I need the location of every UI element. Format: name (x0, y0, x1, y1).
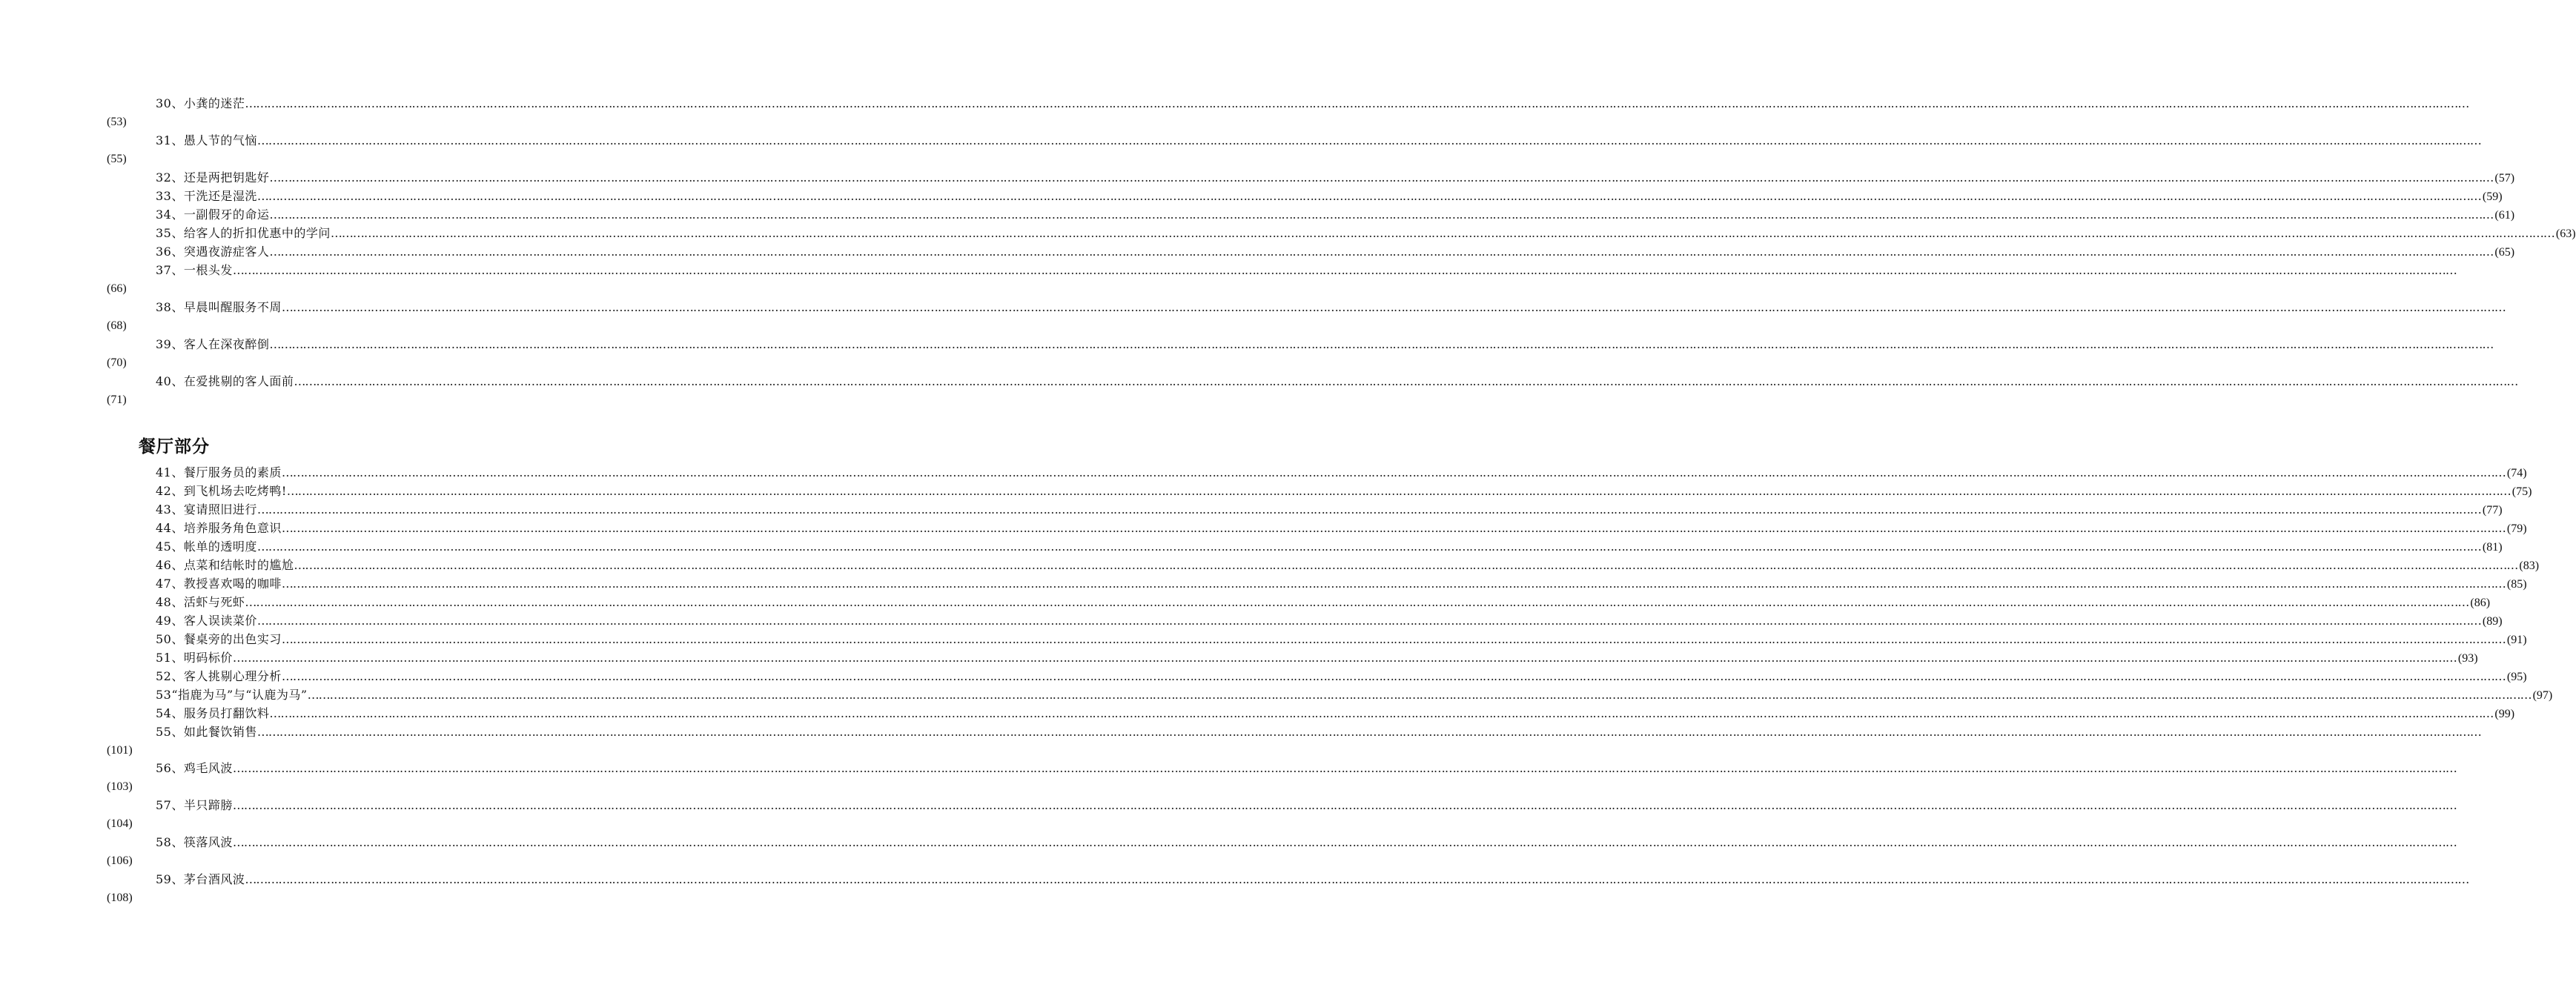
entry-title: 42、到飞机场去吃烤鸭! (156, 484, 287, 498)
toc-entry-line (156, 668, 2527, 685)
dot-leader: …………………………………………………………………………………………………………………………………………………………………………………………………………………………………………………………………………………………………………………………………………………………………………………………………………………………………………………………………………………………………………………………………………………… (256, 614, 2481, 628)
page-number: (70) (107, 356, 127, 369)
page-number-line (107, 150, 127, 168)
toc-entry-line (156, 95, 2469, 113)
dot-leader: …………………………………………………………………………………………………………………………………………………………………………………………………………………………………………………………………………………………………………………………………………………………………………………………………………………………………………………………………………………………………………………………………………………… (281, 465, 2506, 479)
toc-entry-line (156, 575, 2527, 593)
toc-entry-line (156, 299, 2506, 316)
dot-leader: …………………………………………………………………………………………………………………………………………………………………………………………………………………………………………………………………………………………………………………………………………………………………………………………………………………………………………………………………………………………………………………………………………………… (307, 688, 2532, 702)
dot-leader: …………………………………………………………………………………………………………………………………………………………………………………………………………………………………………………………………………………………………………………………………………………………………………………………………………………………………………………………………………………………………………………………………………………… (281, 521, 2506, 535)
page-number-line (107, 113, 127, 131)
dot-leader: …………………………………………………………………………………………………………………………………………………………………………………………………………………………………………………………………………………………………………………………………………………………………………………………………………………………………………………………………………………………………………………………………………………… (269, 706, 2494, 720)
page-number: (106) (107, 854, 133, 867)
dot-leader: …………………………………………………………………………………………………………………………………………………………………………………………………………………………………………………………………………………………………………………………………………………………………………………………………………………………………………………………………………………………………………………………………………………… (232, 761, 2457, 775)
entry-title: 34、一副假牙的命运 (156, 208, 270, 222)
entry-title: 37、一根头发 (156, 263, 233, 277)
page-number-line (107, 889, 133, 907)
toc-entry-line (156, 336, 2494, 353)
page-number: (93) (2457, 652, 2478, 665)
entry-title: 30、小龚的迷茫 (156, 96, 245, 110)
dot-leader: …………………………………………………………………………………………………………………………………………………………………………………………………………………………………………………………………………………………………………………………………………………………………………………………………………………………………………………………………………………………………………………………………………………… (256, 189, 2481, 203)
dot-leader: …………………………………………………………………………………………………………………………………………………………………………………………………………………………………………………………………………………………………………………………………………………………………………………………………………………………………………………………………………………………………………………………………………………… (269, 170, 2494, 185)
entry-title: 35、给客人的折扣优惠中的学问 (156, 226, 331, 240)
dot-leader: …………………………………………………………………………………………………………………………………………………………………………………………………………………………………………………………………………………………………………………………………………………………………………………………………………………………………………………………………………………………………………………………………………………… (281, 577, 2506, 591)
toc-entry-line (156, 519, 2527, 537)
page-number: (77) (2482, 504, 2503, 517)
toc-entry-line (156, 631, 2527, 648)
page-number-line (107, 280, 127, 298)
page-number: (104) (107, 817, 133, 830)
dot-leader: …………………………………………………………………………………………………………………………………………………………………………………………………………………………………………………………………………………………………………………………………………………………………………………………………………………………………………………………………………………………………………………………………………………… (281, 300, 2506, 314)
entry-title: 47、教授喜欢喝的咖啡 (156, 577, 282, 591)
toc-entry-line (156, 225, 2576, 242)
toc-entry-line (156, 206, 2515, 224)
dot-leader: …………………………………………………………………………………………………………………………………………………………………………………………………………………………………………………………………………………………………………………………………………………………………………………………………………………………………………………………………………………………………………………………………………………… (281, 632, 2506, 646)
page-number: (81) (2482, 541, 2503, 554)
entry-title: 33、干洗还是湿洗 (156, 189, 257, 203)
page-number: (63) (2555, 228, 2576, 240)
section-heading: 餐厅部分 (139, 437, 210, 456)
page-number: (53) (107, 116, 127, 128)
toc-entry-line (156, 834, 2457, 851)
dot-leader: …………………………………………………………………………………………………………………………………………………………………………………………………………………………………………………………………………………………………………………………………………………………………………………………………………………………………………………………………………………………………………………………………………………… (256, 725, 2481, 739)
toc-entry-line (156, 686, 2553, 704)
page-number: (79) (2506, 522, 2527, 535)
toc-entry-line (156, 482, 2532, 500)
entry-title: 55、如此餐饮销售 (156, 725, 257, 739)
dot-leader: …………………………………………………………………………………………………………………………………………………………………………………………………………………………………………………………………………………………………………………………………………………………………………………………………………………………………………………………………………………………………………………………………………………… (294, 374, 2518, 388)
page-number: (89) (2482, 615, 2503, 628)
page-number: (83) (2519, 560, 2540, 572)
dot-leader: …………………………………………………………………………………………………………………………………………………………………………………………………………………………………………………………………………………………………………………………………………………………………………………………………………………………………………………………………………………………………………………………………………………… (245, 96, 2469, 110)
toc-entry-line (156, 594, 2491, 611)
toc-entry-line (156, 612, 2503, 630)
page-number-line (107, 778, 133, 796)
dot-leader: …………………………………………………………………………………………………………………………………………………………………………………………………………………………………………………………………………………………………………………………………………………………………………………………………………………………………………………………………………………………………………………………………………………… (269, 337, 2494, 351)
toc-entry-line (156, 187, 2503, 205)
dot-leader: …………………………………………………………………………………………………………………………………………………………………………………………………………………………………………………………………………………………………………………………………………………………………………………………………………………………………………………………………………………………………………………………………………………… (281, 669, 2506, 683)
dot-leader: …………………………………………………………………………………………………………………………………………………………………………………………………………………………………………………………………………………………………………………………………………………………………………………………………………………………………………………………………………………………………………………………………………………… (232, 263, 2457, 277)
entry-title: 48、活虾与死虾 (156, 595, 245, 609)
page-number: (59) (2482, 190, 2503, 203)
toc-entry-line (156, 243, 2515, 261)
page-number-line (107, 852, 133, 870)
page-number-line (107, 815, 133, 833)
entry-title: 51、明码标价 (156, 651, 233, 665)
dot-leader: …………………………………………………………………………………………………………………………………………………………………………………………………………………………………………………………………………………………………………………………………………………………………………………………………………………………………………………………………………………………………………………………………………………… (256, 133, 2481, 147)
entry-title: 56、鸡毛风波 (156, 761, 233, 775)
page-number: (99) (2494, 708, 2515, 720)
toc-entry-line (156, 557, 2540, 574)
dot-leader: …………………………………………………………………………………………………………………………………………………………………………………………………………………………………………………………………………………………………………………………………………………………………………………………………………………………………………………………………………………………………………………………………………………… (330, 226, 2555, 240)
entry-title: 57、半只蹄膀 (156, 798, 233, 812)
dot-leader: …………………………………………………………………………………………………………………………………………………………………………………………………………………………………………………………………………………………………………………………………………………………………………………………………………………………………………………………………………………………………………………………………………………… (269, 245, 2494, 259)
entry-title: 36、突遇夜游症客人 (156, 245, 270, 259)
entry-title: 46、点菜和结帐时的尴尬 (156, 558, 294, 572)
toc-entry-line (156, 705, 2515, 723)
toc-entry-line (156, 464, 2527, 482)
entry-title: 43、宴请照旧进行 (156, 502, 257, 517)
dot-leader: …………………………………………………………………………………………………………………………………………………………………………………………………………………………………………………………………………………………………………………………………………………………………………………………………………………………………………………………………………………………………………………………………………………… (269, 208, 2494, 222)
page-number-line (107, 742, 133, 760)
dot-leader: …………………………………………………………………………………………………………………………………………………………………………………………………………………………………………………………………………………………………………………………………………………………………………………………………………………………………………………………………………………………………………………………………………………… (232, 651, 2457, 665)
toc-entry-line (156, 649, 2478, 667)
page-number: (91) (2506, 634, 2527, 646)
entry-title: 53“指鹿为马”与“认鹿为马” (156, 688, 308, 702)
page-number: (68) (107, 319, 127, 332)
page-number: (55) (107, 153, 127, 165)
dot-leader: …………………………………………………………………………………………………………………………………………………………………………………………………………………………………………………………………………………………………………………………………………………………………………………………………………………………………………………………………………………………………………………………………………………… (286, 484, 2511, 498)
entry-title: 39、客人在深夜醉倒 (156, 337, 270, 351)
page-number-line (107, 317, 127, 335)
entry-title: 49、客人误读菜价 (156, 614, 257, 628)
page-number: (74) (2506, 467, 2527, 479)
entry-title: 54、服务员打翻饮料 (156, 706, 270, 720)
dot-leader: …………………………………………………………………………………………………………………………………………………………………………………………………………………………………………………………………………………………………………………………………………………………………………………………………………………………………………………………………………………………………………………………………………………… (232, 835, 2457, 849)
toc-entry-line (156, 373, 2518, 391)
entry-title: 41、餐厅服务员的素质 (156, 465, 282, 479)
entry-title: 44、培养服务角色意识 (156, 521, 282, 535)
toc-entry-line (156, 132, 2481, 150)
page-number-line (107, 354, 127, 372)
dot-leader: …………………………………………………………………………………………………………………………………………………………………………………………………………………………………………………………………………………………………………………………………………………………………………………………………………………………………………………………………………………………………………………………………………………… (294, 558, 2518, 572)
page-number-line (107, 391, 127, 409)
entry-title: 31、愚人节的气恼 (156, 133, 257, 147)
entry-title: 45、帐单的透明度 (156, 540, 257, 554)
toc-entry-line (156, 538, 2503, 556)
entry-title: 32、还是两把钥匙好 (156, 170, 270, 185)
toc-entry-line (156, 262, 2457, 279)
page-number: (103) (107, 780, 133, 793)
page-number: (66) (107, 282, 127, 295)
toc-entry-line (156, 797, 2457, 814)
toc-entry-line (156, 871, 2469, 889)
entry-title: 59、茅台酒风波 (156, 872, 245, 886)
dot-leader: …………………………………………………………………………………………………………………………………………………………………………………………………………………………………………………………………………………………………………………………………………………………………………………………………………………………………………………………………………………………………………………………………………………… (245, 872, 2469, 886)
page-number: (71) (107, 394, 127, 406)
page-number: (65) (2494, 246, 2515, 259)
page-number: (108) (107, 892, 133, 904)
dot-leader: …………………………………………………………………………………………………………………………………………………………………………………………………………………………………………………………………………………………………………………………………………………………………………………………………………………………………………………………………………………………………………………………………………………… (245, 595, 2469, 609)
entry-title: 40、在爱挑剔的客人面前 (156, 374, 294, 388)
dot-leader: …………………………………………………………………………………………………………………………………………………………………………………………………………………………………………………………………………………………………………………………………………………………………………………………………………………………………………………………………………………………………………………………………………………… (256, 502, 2481, 517)
page-number: (75) (2512, 485, 2532, 498)
dot-leader: …………………………………………………………………………………………………………………………………………………………………………………………………………………………………………………………………………………………………………………………………………………………………………………………………………………………………………………………………………………………………………………………………………………… (232, 798, 2457, 812)
page-number: (86) (2470, 597, 2491, 609)
page-number: (97) (2532, 689, 2553, 702)
page-number: (61) (2494, 209, 2515, 222)
toc-entry-line (156, 169, 2515, 187)
page-number: (101) (107, 744, 133, 757)
entry-title: 52、客人挑剔心理分析 (156, 669, 282, 683)
entry-title: 50、餐桌旁的出色实习 (156, 632, 282, 646)
toc-entry-line (156, 501, 2503, 519)
toc-entry-line (156, 760, 2457, 777)
toc-entry-line (156, 723, 2481, 741)
entry-title: 38、早晨叫醒服务不周 (156, 300, 282, 314)
page-number: (95) (2506, 671, 2527, 683)
entry-title: 58、筷落风波 (156, 835, 233, 849)
page-number: (85) (2506, 578, 2527, 591)
page-number: (57) (2494, 172, 2515, 185)
dot-leader: …………………………………………………………………………………………………………………………………………………………………………………………………………………………………………………………………………………………………………………………………………………………………………………………………………………………………………………………………………………………………………………………………………………… (256, 540, 2481, 554)
